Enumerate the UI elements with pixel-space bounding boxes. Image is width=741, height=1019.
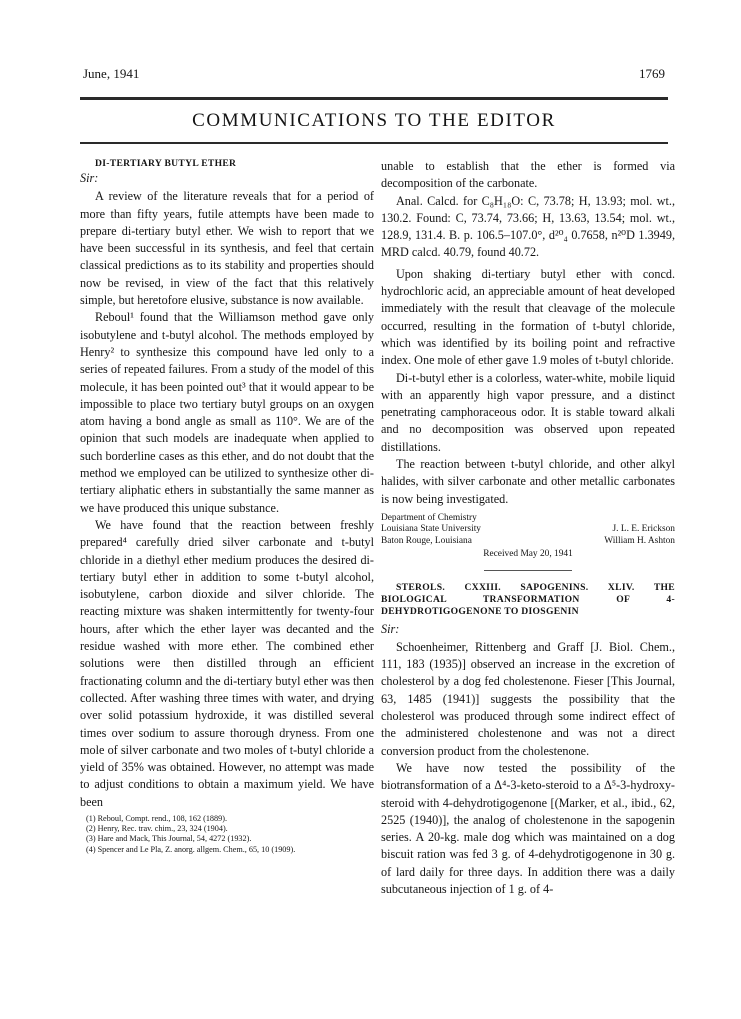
salutation: Sir:	[80, 171, 99, 185]
left-column	[80, 158, 374, 855]
right-column	[381, 158, 675, 898]
footnote: (3) Hare and Mack, This Journal, 54, 4272 (1932).	[86, 834, 252, 844]
footnotes	[80, 814, 374, 855]
footnote: (4) Spencer and Le Pla, Z. anorg. allgem. Chem., 65, 10 (1909).	[86, 844, 296, 854]
article-paragraph: We have found that the reaction between freshly prepared⁴ carefully dried silver carbonate and t-butyl chloride in a diethyl ether medium produces the desired di-tertiary butyl ether in addition to some t-butyl alcohol, isobutylene, carbon dioxide and silver chloride. The reacting mixture was shaken intermittently for twenty-four hours, after which the ether layer was decanted and the residue washed with more ether. The combined ether solutions were then distilled through an efficient fractionating column and the di-tertiary butyl ether was then collected. After washing three times with water, and drying over solid potassium hydroxide, it was distilled several times over sodium to assure thorough dryness. From one mole of silver carbonate and two moles of t-butyl chloride a yield of 35% was obtained. However, no attempt was made to adjust conditions to obtain a maximum yield. We have been	[80, 517, 374, 809]
article-paragraph: Reboul¹ found that the Williamson method gave only isobutylene and t-butyl alcohol. The methods employed by Henry² to synthesize this compound have led only to a series of repeated failures. From a study of the model of this molecule, it has been pointed out³ that it would appear to be impossible to place two tertiary butyl groups on an oxygen atom having a bond angle as small as 110°. We are of the opinion that such models are inadequate when applied to such borderline cases as this ether, and do not doubt that the method we employed can be utilized to synthesize other di-tertiary aliphatic ethers in substantially the same manner as we have produced this unique substance.	[80, 310, 374, 515]
author-name: William H. Ashton	[604, 535, 675, 546]
footnote: (1) Reboul, Compt. rend., 108, 162 (1889).	[86, 813, 227, 823]
author-name: J. L. E. Erickson	[612, 524, 675, 535]
article-title: DI-TERTIARY BUTYL ETHER	[95, 158, 237, 169]
article-paragraph: The reaction between t-butyl chloride, and other alkyl halides, with silver carbonate and other metallic carbonates is now being investigated.	[381, 457, 675, 506]
top-rule	[80, 97, 668, 100]
article-paragraph: Di-t-butyl ether is a colorless, water-white, mobile liquid with an apparently high vapor pressure, and a distinct penetrating camphoraceous odor. It is stable toward alkali and no decomposition was observed upon repeated distillations.	[381, 370, 675, 454]
page-number: 1769	[639, 66, 665, 81]
salutation: Sir:	[381, 621, 400, 636]
article-paragraph: unable to establish that the ether is formed via decomposition of the carbonate.	[381, 159, 675, 191]
article-paragraph: We have now tested the possibility of the biotransformation of a Δ⁴-3-keto-steroid to a Δ⁵-3-hydroxy-steroid with 4-dehydrotigogenone [(Marker, et al., ibid., 62, 2525 (1940)], the analog of cholestenone in the sapogenin series. A 20-kg. male dog which was maintained on a dog biscuit ration was fed 3 g. of 4-dehydrotigogenone in 30 g. of lard daily for three days. In addition there was a daily subcutaneous injection of 1 g. of 4-	[381, 760, 675, 897]
article-paragraph: Upon shaking di-tertiary butyl ether with concd. hydrochloric acid, an appreciable amount of heat developed immediately with the result that cleavage of the molecule occurred, resulting in the formation of t-butyl chloride, which was identified by its boiling point and refractive index. One mole of ether gave 1.9 moles of t-butyl chloride.	[381, 266, 675, 368]
section-title: COMMUNICATIONS TO THE EDITOR	[192, 110, 556, 131]
article-separator	[484, 570, 572, 571]
footnote: (2) Henry, Rec. trav. chim., 23, 324 (1904).	[86, 824, 228, 834]
article-title: STEROLS. CXXIII. SAPOGENINS. XLIV. THE BIOLOGICAL TRANSFORMATION OF 4-DEHYDROTIGOGENONE TO DIOSGENIN	[381, 581, 675, 617]
department: Department of Chemistry	[381, 512, 477, 523]
title-rule	[80, 142, 668, 144]
received-date: Received May 20, 1941	[483, 549, 573, 560]
issue-date: June, 1941	[83, 66, 140, 81]
article-paragraph: Anal. Calcd. for C₈H₁₈O: C, 73.78; H, 13.93; mol. wt., 130.2. Found: C, 73.74, 73.66; H, 13.63, 13.54; mol. wt., 128.9, 131.4. B. p. 106.5–107.0°, d²⁰₄ 0.7658, n²⁰D 1.3949, MRD calcd. 40.79, found 40.72.	[381, 193, 675, 260]
city: Baton Rouge, Louisiana	[381, 535, 472, 546]
signature-block	[381, 513, 675, 561]
article-paragraph: Schoenheimer, Rittenberg and Graff [J. Biol. Chem., 111, 183 (1935)] observed an increase in the excretion of cholesterol by a dog fed cholestenone. Fieser [This Journal, 63, 1485 (1941)] suggests the possibility that the cholesterol was produced through some indirect effect of the administered cholestenone and was not a direct conversion product from the cholestenone.	[381, 639, 675, 758]
article-paragraph: A review of the literature reveals that for a period of more than fifty years, futile attempts have been made to prepare di-tertiary butyl ether. We wish to report that we have been successful in its synthesis, and feel that certain classical predictions as to its stability and properties should now be revised, in view of the fact that this relatively simple, but heretofore elusive, substance is now available.	[80, 189, 374, 308]
university: Louisiana State University	[381, 524, 481, 535]
